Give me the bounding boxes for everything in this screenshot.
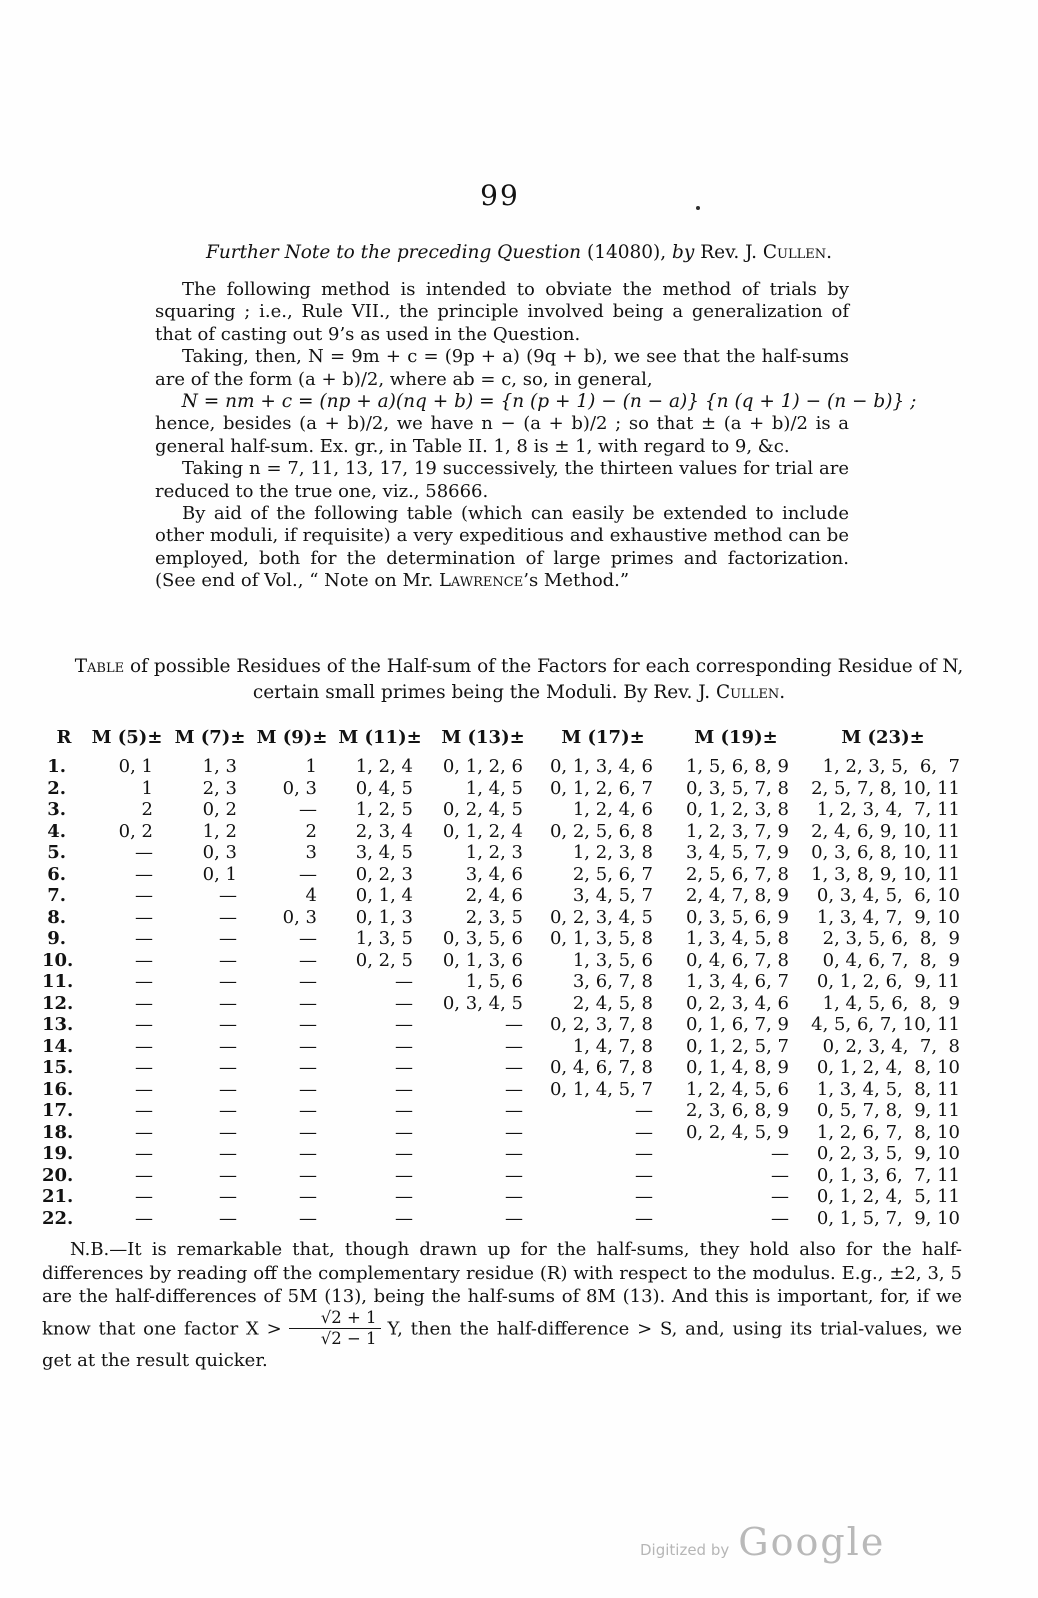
table-row: [42, 778, 962, 800]
residue-cell: 2, 3: [202, 777, 237, 799]
residue-cell: —: [395, 1057, 413, 1078]
residue-cell: 1, 2, 3, 4, 7, 11: [816, 799, 960, 820]
residue-cell: —: [135, 842, 153, 863]
residue-cell: —: [299, 928, 317, 949]
residue-table-body: [42, 756, 962, 1229]
residue-cell: 0, 1: [202, 863, 237, 885]
table-row: [42, 1057, 962, 1079]
caption-lead: Table: [74, 656, 125, 677]
row-number-cell: 12.: [42, 992, 74, 1014]
caption-line2-end: .: [779, 682, 786, 703]
residue-cell: —: [299, 1164, 317, 1186]
residue-cell: 1, 2, 3, 7, 9: [685, 820, 789, 842]
residue-cell: —: [219, 885, 237, 906]
nb-text-1: N.B.—It is remarkable that, though drawn up for the half-sums, they hold also for the half-differences by reading off the complementary residue (R) with respect to the modulus. E.g., ±2, 3, 5 are the half-differences of 5M (13), being the half-sums of 8M (13). And this is important, for, if we know that one factor X >: [42, 1239, 962, 1339]
residue-cell: 0, 4, 5: [355, 777, 413, 799]
residue-cell: —: [505, 1207, 523, 1229]
caption-line2-text: certain small primes being the Moduli. By Rev. J.: [252, 682, 716, 703]
residue-cell: 0, 2, 3, 4, 7, 8: [822, 1035, 960, 1057]
residue-cell: 0, 3, 4, 5, 6, 10: [816, 885, 960, 906]
residue-cell: —: [505, 1186, 523, 1207]
table-row: [42, 885, 962, 907]
column-header: M (7)±: [174, 727, 246, 748]
fraction-denominator: √2 − 1: [320, 1329, 377, 1349]
residue-cell: 0, 1, 4, 5, 7: [549, 1078, 653, 1100]
page-number: 99: [480, 179, 520, 212]
residue-cell: 0, 1: [118, 756, 153, 777]
residue-cell: —: [505, 1057, 523, 1078]
residue-cell: —: [771, 1186, 789, 1207]
table-row: [42, 1014, 962, 1036]
residue-cell: 0, 1, 2, 6, 9, 11: [816, 971, 960, 992]
residue-cell: 3, 4, 5, 7, 9: [685, 842, 789, 863]
row-number-cell: 13.: [42, 1014, 74, 1035]
residue-cell: 1, 3, 4, 6, 7: [685, 971, 789, 992]
residue-cell: 0, 2, 5: [355, 949, 413, 971]
residue-cell: 2, 4, 5, 8: [572, 992, 653, 1014]
residue-cell: 3: [305, 842, 317, 863]
residue-cell: —: [219, 1164, 237, 1186]
residue-cell: 0, 2: [118, 820, 153, 842]
residue-cell: 0, 2, 5, 6, 8: [549, 820, 653, 842]
residue-cell: 0, 4, 6, 7, 8: [549, 1057, 653, 1078]
paragraph-4: Taking n = 7, 11, 13, 17, 19 successively, the thirteen values for trial are reduced to the true one, viz., 58666.: [155, 458, 849, 502]
residue-cell: —: [635, 1100, 653, 1121]
paragraph-5-end: ’s Method.”: [523, 570, 630, 592]
residue-cell: 1: [141, 777, 153, 799]
residue-cell: 0, 3: [202, 842, 237, 863]
residue-cell: —: [635, 1207, 653, 1229]
table-row: [42, 756, 962, 778]
residue-cell: 1, 2, 4, 5, 6: [685, 1078, 789, 1100]
fraction-numerator: √2 + 1: [289, 1309, 381, 1330]
residue-cell: 0, 1, 4, 8, 9: [685, 1057, 789, 1078]
residue-cell: 0, 3, 4, 5: [442, 992, 523, 1014]
residue-cell: 0, 2, 4, 5, 9: [685, 1121, 789, 1143]
residue-cell: 2, 3, 6, 8, 9: [685, 1100, 789, 1121]
residue-cell: —: [135, 1121, 153, 1143]
title-question-ref: (14080),: [581, 242, 673, 263]
row-number-cell: 21.: [42, 1186, 74, 1207]
nb-note: [42, 1238, 962, 1373]
residue-cell: —: [395, 1014, 413, 1035]
residue-cell: 0, 4, 6, 7, 8, 9: [822, 949, 960, 971]
residue-cell: 1, 2, 3, 5, 6, 7: [822, 756, 960, 777]
residue-cell: —: [135, 885, 153, 906]
row-number-cell: 18.: [42, 1121, 74, 1143]
residue-cell: —: [299, 971, 317, 992]
residue-cell: —: [505, 1078, 523, 1100]
nb-paragraph: [42, 1238, 962, 1373]
residue-cell: —: [635, 1143, 653, 1164]
residue-cell: 1, 3, 4, 7, 9, 10: [816, 906, 960, 928]
residue-cell: 0, 5, 7, 8, 9, 11: [816, 1100, 960, 1121]
residue-cell: 1: [305, 756, 317, 777]
residue-cell: 0, 2, 3, 4, 6: [685, 992, 789, 1014]
column-header: M (11)±: [338, 727, 422, 748]
residue-cell: 0, 1, 2, 6, 7: [549, 777, 653, 799]
residue-cell: 0, 4, 6, 7, 8: [685, 949, 789, 971]
display-equation: N = nm + c = (np + a)(nq + b) = {n (p + 1) − (n − a)} {n (q + 1) − (n − b)} ;: [181, 391, 917, 413]
residue-cell: —: [299, 1057, 317, 1078]
row-number-cell: 7.: [47, 885, 66, 906]
table-row: [42, 1208, 962, 1230]
residue-cell: 0, 3, 5, 7, 8: [685, 777, 789, 799]
fraction: [289, 1309, 381, 1350]
residue-cell: —: [299, 992, 317, 1014]
residue-cell: —: [395, 1078, 413, 1100]
residue-cell: —: [635, 1164, 653, 1186]
residue-cell: —: [219, 1143, 237, 1164]
residue-cell: 0, 1, 3, 4, 6: [549, 756, 653, 777]
residue-cell: —: [635, 1121, 653, 1143]
residue-cell: —: [299, 1078, 317, 1100]
table-caption-line2: [40, 682, 998, 703]
table-row: [42, 928, 962, 950]
residue-cell: —: [219, 971, 237, 992]
residue-cell: 0, 1, 2, 4: [442, 820, 523, 842]
residue-cell: 2: [305, 820, 317, 842]
caption-line1-rest: of possible Residues of the Half-sum of the Factors for each corresponding Residue of N,: [124, 656, 964, 677]
row-number-cell: 22.: [42, 1207, 74, 1229]
column-header: M (9)±: [256, 727, 328, 748]
residue-cell: —: [299, 1014, 317, 1035]
residue-cell: 2, 5, 6, 7, 8: [685, 863, 789, 885]
table-row: [42, 1165, 962, 1187]
residue-cell: —: [135, 1078, 153, 1100]
row-number-cell: 15.: [42, 1057, 74, 1078]
paragraph-5-text: By aid of the following table (which can easily be extended to include other moduli, if requisite) a very expeditious and exhaustive method can be employed, both for the determination of large primes and factorization. (See end of Vol., “ Note on Mr.: [155, 503, 849, 592]
residue-cell: —: [219, 928, 237, 949]
residue-cell: 0, 2, 3, 5, 9, 10: [816, 1143, 960, 1164]
residue-cell: 1, 3, 8, 9, 10, 11: [811, 863, 960, 885]
table-row: [42, 1186, 962, 1208]
residue-cell: 1, 2, 6, 7, 8, 10: [816, 1121, 960, 1143]
residue-cell: —: [505, 1014, 523, 1035]
residue-cell: —: [135, 1035, 153, 1057]
column-header: M (23)±: [841, 727, 925, 748]
column-header: M (5)±: [91, 727, 163, 748]
residue-cell: —: [135, 863, 153, 885]
row-number-cell: 1.: [47, 756, 66, 777]
residue-cell: 0, 2, 3, 4, 5: [549, 906, 653, 928]
residue-cell: —: [219, 992, 237, 1014]
table-row: [42, 1036, 962, 1058]
residue-cell: 2, 3, 5: [465, 906, 523, 928]
residue-cell: —: [395, 1164, 413, 1186]
row-number-cell: 3.: [47, 799, 66, 820]
residue-cell: —: [395, 1121, 413, 1143]
residue-cell: —: [771, 1164, 789, 1186]
residue-cell: 1, 3, 4, 5, 8, 11: [816, 1078, 960, 1100]
residue-cell: —: [299, 863, 317, 885]
residue-cell: 3, 4, 6: [465, 863, 523, 885]
residue-cell: 0, 1, 4: [355, 885, 413, 906]
residue-cell: —: [395, 1186, 413, 1207]
residue-cell: —: [135, 971, 153, 992]
residue-cell: —: [505, 1121, 523, 1143]
row-number-cell: 11.: [42, 971, 74, 992]
row-number-cell: 20.: [42, 1164, 74, 1186]
residue-cell: 0, 3: [282, 777, 317, 799]
residue-cell: 0, 3: [282, 906, 317, 928]
residue-cell: —: [771, 1207, 789, 1229]
title-author-prefix: Rev. J.: [694, 242, 763, 263]
residue-cell: —: [135, 1014, 153, 1035]
residue-cell: —: [135, 949, 153, 971]
residue-cell: 0, 1, 3: [355, 906, 413, 928]
residue-table: [42, 724, 962, 1229]
residue-cell: —: [505, 1164, 523, 1186]
residue-cell: —: [395, 971, 413, 992]
residue-cell: 1, 4, 5: [465, 777, 523, 799]
residue-cell: —: [299, 1035, 317, 1057]
table-row: [42, 842, 962, 864]
table-row: [42, 971, 962, 993]
google-logo: Google: [738, 1520, 886, 1564]
residue-cell: —: [505, 1100, 523, 1121]
row-number-cell: 14.: [42, 1035, 74, 1057]
lawrence-smallcaps: Lawrence: [438, 570, 524, 592]
residue-cell: 0, 1, 2, 5, 7: [685, 1035, 789, 1057]
paragraph-3: hence, besides (a + b)/2, we have n − (a + b)/2 ; so that ± (a + b)/2 is a general half-sum. Ex. gr., in Table II. 1, 8 is ± 1, with regard to 9, &c.: [155, 413, 849, 457]
residue-cell: —: [395, 1143, 413, 1164]
table-row: [42, 1122, 962, 1144]
table-caption: [40, 656, 998, 703]
table-row: [42, 907, 962, 929]
google-watermark: [640, 1520, 885, 1564]
residue-cell: —: [299, 1207, 317, 1229]
row-number-cell: 19.: [42, 1143, 74, 1164]
residue-cell: —: [135, 1057, 153, 1078]
header-row: [42, 724, 962, 756]
residue-cell: —: [219, 1100, 237, 1121]
residue-cell: 2, 4, 6, 9, 10, 11: [811, 820, 960, 842]
residue-cell: —: [299, 949, 317, 971]
title-by: by: [672, 242, 695, 263]
table-row: [42, 1079, 962, 1101]
table-row: [42, 1100, 962, 1122]
residue-cell: 1, 3, 5, 6: [572, 949, 653, 971]
paragraph-5: [155, 503, 849, 593]
row-number-cell: 2.: [47, 777, 66, 799]
residue-cell: —: [299, 1121, 317, 1143]
residue-cell: 0, 1, 3, 5, 8: [549, 928, 653, 949]
table-row: [42, 993, 962, 1015]
residue-cell: 0, 1, 3, 6: [442, 949, 523, 971]
residue-cell: 1, 2: [202, 820, 237, 842]
row-number-cell: 6.: [47, 863, 66, 885]
column-header: M (19)±: [694, 727, 778, 748]
residue-cell: —: [299, 799, 317, 820]
residue-cell: 1, 5, 6, 8, 9: [685, 756, 789, 777]
residue-cell: —: [219, 1186, 237, 1207]
title-main: Further Note to the preceding Question: [205, 242, 582, 263]
table-row: [42, 1143, 962, 1165]
residue-cell: 2, 5, 6, 7: [572, 863, 653, 885]
residue-cell: 2, 3, 4: [355, 820, 413, 842]
residue-cell: 4, 5, 6, 7, 10, 11: [811, 1014, 960, 1035]
row-number-cell: 9.: [47, 928, 66, 949]
residue-cell: 3, 6, 7, 8: [572, 971, 653, 992]
residue-cell: —: [299, 1143, 317, 1164]
residue-cell: 1, 2, 3: [465, 842, 523, 863]
residue-cell: 0, 2, 4, 5: [442, 799, 523, 820]
residue-cell: 1, 2, 4, 6: [572, 799, 653, 820]
residue-cell: —: [219, 1035, 237, 1057]
residue-cell: 2, 4, 7, 8, 9: [685, 885, 789, 906]
column-header: M (17)±: [561, 727, 645, 748]
residue-cell: —: [219, 906, 237, 928]
residue-cell: —: [135, 1143, 153, 1164]
residue-cell: 0, 3, 5, 6, 9: [685, 906, 789, 928]
table-caption-line1: [40, 656, 998, 677]
title-author: Cullen: [762, 242, 827, 263]
residue-cell: —: [219, 1078, 237, 1100]
residue-cell: —: [135, 1207, 153, 1229]
residue-cell: 0, 2, 3, 7, 8: [549, 1014, 653, 1035]
article-body: [155, 279, 917, 593]
residue-cell: 2, 3, 5, 6, 8, 9: [822, 928, 960, 949]
residue-cell: 1, 3, 5: [355, 928, 413, 949]
residue-cell: —: [135, 1100, 153, 1121]
residue-cell: 0, 3, 6, 8, 10, 11: [811, 842, 960, 863]
residue-cell: 0, 1, 3, 6, 7, 11: [816, 1164, 960, 1186]
residue-cell: —: [395, 992, 413, 1014]
paragraph-2: Taking, then, N = 9m + c = (9p + a) (9q + b), we see that the half-sums are of the form (a + b)/2, where ab = c, so, in general,: [155, 346, 849, 390]
residue-cell: —: [635, 1186, 653, 1207]
residue-cell: —: [135, 928, 153, 949]
residue-cell: —: [135, 1164, 153, 1186]
residue-cell: 0, 1, 2, 3, 8: [685, 799, 789, 820]
residue-cell: —: [219, 1207, 237, 1229]
residue-cell: 1, 5, 6: [465, 971, 523, 992]
residue-cell: 2, 5, 7, 8, 10, 11: [811, 777, 960, 799]
residue-cell: —: [219, 949, 237, 971]
residue-cell: 0, 3, 5, 6: [442, 928, 523, 949]
residue-cell: 1, 4, 7, 8: [572, 1035, 653, 1057]
residue-cell: 3, 4, 5: [355, 842, 413, 863]
table-row: [42, 821, 962, 843]
residue-cell: 0, 1, 2, 6: [442, 756, 523, 777]
residue-cell: —: [299, 1100, 317, 1121]
residue-cell: 0, 2: [202, 799, 237, 820]
digitized-by-label: Digitized by: [640, 1541, 730, 1559]
residue-cell: 1, 2, 4: [355, 756, 413, 777]
row-number-cell: 17.: [42, 1100, 74, 1121]
caption-author: Cullen: [715, 682, 780, 703]
row-number-cell: 8.: [47, 906, 66, 928]
residue-cell: 1, 4, 5, 6, 8, 9: [822, 992, 960, 1014]
residue-cell: —: [135, 906, 153, 928]
residue-cell: 1, 2, 5: [355, 799, 413, 820]
residue-cell: —: [505, 1035, 523, 1057]
residue-cell: 3, 4, 5, 7: [572, 885, 653, 906]
residue-cell: —: [505, 1143, 523, 1164]
column-header: M (13)±: [441, 727, 525, 748]
residue-cell: —: [135, 1186, 153, 1207]
row-number-cell: 16.: [42, 1078, 74, 1100]
title-period: .: [826, 242, 832, 263]
residue-cell: 2, 4, 6: [465, 885, 523, 906]
residue-cell: —: [135, 992, 153, 1014]
column-header: R: [56, 727, 72, 748]
residue-cell: —: [219, 1014, 237, 1035]
residue-cell: 1, 2, 3, 8: [572, 842, 653, 863]
row-number-cell: 10.: [42, 949, 74, 971]
residue-cell: —: [771, 1143, 789, 1164]
residue-cell: 0, 1, 2, 4, 8, 10: [816, 1057, 960, 1078]
residue-cell: 4: [305, 885, 317, 906]
residue-cell: —: [299, 1186, 317, 1207]
row-number-cell: 5.: [47, 842, 66, 863]
residue-cell: 0, 1, 6, 7, 9: [685, 1014, 789, 1035]
scan-artifact-dot: [696, 206, 700, 210]
table-row: [42, 864, 962, 886]
residue-table-head: [42, 724, 962, 756]
residue-cell: 1, 3, 4, 5, 8: [685, 928, 789, 949]
residue-cell: —: [395, 1035, 413, 1057]
table-row: [42, 950, 962, 972]
residue-cell: 0, 2, 3: [355, 863, 413, 885]
residue-cell: —: [219, 1121, 237, 1143]
residue-cell: 0, 1, 2, 4, 5, 11: [816, 1186, 960, 1207]
residue-cell: 1, 3: [202, 756, 237, 777]
paragraph-1: The following method is intended to obviate the method of trials by squaring ; i.e., Rule VII., the principle involved being a generalization of that of casting out 9’s as used in the Question.: [155, 279, 849, 345]
residue-cell: —: [395, 1100, 413, 1121]
residue-cell: 0, 1, 5, 7, 9, 10: [816, 1207, 960, 1229]
nb-text-2: Y, then the half-difference > S, and, using its trial-values, we get at the result quicker.: [42, 1317, 962, 1372]
residue-cell: —: [395, 1207, 413, 1229]
residue-cell: 2: [141, 799, 153, 820]
table-row: [42, 799, 962, 821]
article-title: [0, 242, 1038, 263]
residue-cell: —: [219, 1057, 237, 1078]
row-number-cell: 4.: [47, 820, 66, 842]
